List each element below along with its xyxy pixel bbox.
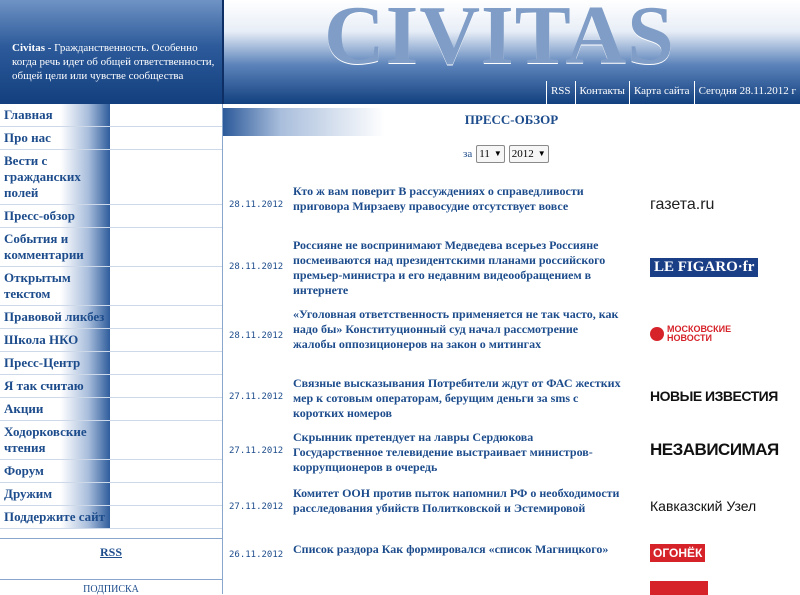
- press-item-date: 28.11.2012: [229, 200, 284, 210]
- source-logo[interactable]: [650, 581, 708, 595]
- top-link-rss[interactable]: RSS: [546, 81, 575, 104]
- sidebar-item-support[interactable]: Поддержите сайт: [0, 506, 222, 529]
- site-description: [12, 41, 217, 83]
- sidebar-divider: [222, 104, 223, 594]
- sidebar-item-civic-news[interactable]: Вести с гражданских полей: [0, 150, 222, 205]
- sidebar-item-press-review[interactable]: Пресс-обзор: [0, 205, 222, 228]
- sidebar-item-press-center[interactable]: Пресс-Центр: [0, 352, 222, 375]
- ogonek-logo[interactable]: ОГОНЁК: [650, 544, 705, 562]
- top-link-sitemap[interactable]: Карта сайта: [629, 81, 694, 104]
- press-item-link[interactable]: Список раздора Как формировался «список Магницкого»: [293, 542, 609, 556]
- sidebar-item-open-text[interactable]: Открытым текстом: [0, 267, 222, 306]
- press-item-link[interactable]: «Уголовная ответственность применяется не так часто, как надо бы» Конституционный суд начал рассмотрение жалобы оппозиционеров на закон о митингах: [293, 307, 619, 351]
- sidebar-item-home[interactable]: Главная: [0, 104, 222, 127]
- header-logo-panel: [224, 0, 800, 104]
- novye-izvestiya-logo[interactable]: НОВЫЕ ИЗВЕСТИЯ: [650, 388, 778, 404]
- gazeta-logo[interactable]: газета.ru: [650, 196, 715, 213]
- press-item-link[interactable]: Кто ж вам поверит В рассуждениях о справедливости приговора Мирзаеву правосудие отсутствует вовсе: [293, 184, 584, 213]
- site-logo[interactable]: CIVITAS: [324, 0, 675, 82]
- kavkazsky-uzel-logo[interactable]: Кавказский Узел: [650, 498, 757, 514]
- press-item-link[interactable]: Комитет ООН против пыток напомнил РФ о необходимости расследования убийств Политковской и Эстемировой: [293, 486, 620, 515]
- filter-label: за: [463, 148, 473, 160]
- press-item-date: 26.11.2012: [229, 550, 284, 560]
- sidebar-item-friends[interactable]: Дружим: [0, 483, 222, 506]
- rss-link[interactable]: RSS: [99, 545, 122, 559]
- mn-logo-mark: [650, 327, 664, 341]
- date-filter: [463, 145, 549, 163]
- sidebar-item-opinion[interactable]: Я так считаю: [0, 375, 222, 398]
- press-item-link[interactable]: Связные высказывания Потребители ждут от ФАС жестких мер к сотовым операторам, берущим деньги за sms с коротких номеров: [293, 376, 621, 420]
- press-item-date: 28.11.2012: [229, 331, 284, 341]
- header-tagline-panel: [0, 0, 222, 104]
- sidebar-rule: [0, 538, 222, 539]
- press-item-date: 28.11.2012: [229, 262, 284, 272]
- sidebar-item-ngo-school[interactable]: Школа НКО: [0, 329, 222, 352]
- chevron-down-icon: ▼: [537, 149, 546, 158]
- today-date: Сегодня 28.11.2012 г: [694, 81, 800, 104]
- sidebar-navigation: [0, 104, 222, 529]
- sidebar-item-events[interactable]: События и комментарии: [0, 228, 222, 267]
- chevron-down-icon: ▼: [493, 149, 502, 158]
- press-item-date: 27.11.2012: [229, 446, 284, 456]
- top-navigation: [546, 81, 800, 104]
- top-link-contacts[interactable]: Контакты: [575, 81, 629, 104]
- press-item-date: 27.11.2012: [229, 392, 284, 402]
- sidebar-item-about[interactable]: Про нас: [0, 127, 222, 150]
- page-title: ПРЕСС-ОБЗОР: [464, 112, 559, 127]
- nezavisimaya-logo[interactable]: НЕЗАВИСИМАЯ: [650, 440, 779, 459]
- sidebar-item-legal-education[interactable]: Правовой ликбез: [0, 306, 222, 329]
- press-item-link[interactable]: Россияне не воспринимают Медведева всерьез Россияне посмеиваются над президентскими планами российского премьер-министра и его недавним видеообращением в интернете: [293, 238, 606, 297]
- site-name: Civitas: [12, 42, 45, 54]
- sidebar-item-khodorkovsky-readings[interactable]: Ходорковские чтения: [0, 421, 222, 460]
- site-header: [0, 0, 800, 104]
- le-figaro-logo[interactable]: LE FIGARO·fr: [650, 258, 758, 277]
- sidebar-rule: [0, 579, 222, 580]
- subscribe-link[interactable]: ПОДПИСКА: [83, 584, 139, 595]
- moskovskie-novosti-logo[interactable]: МОСКОВСКИЕ НОВОСТИ: [650, 325, 727, 343]
- press-item-link[interactable]: Скрынник претендует на лавры Сердюкова Государственное телевидение выстраивает министров-коррупционеров в очередь: [293, 430, 593, 474]
- sidebar-item-forum[interactable]: Форум: [0, 460, 222, 483]
- year-select[interactable]: 2012 ▼: [509, 145, 549, 163]
- month-select[interactable]: 11 ▼: [476, 145, 505, 163]
- sidebar-item-actions[interactable]: Акции: [0, 398, 222, 421]
- press-item-date: 27.11.2012: [229, 502, 284, 512]
- site-tagline: - Гражданственность. Особенно когда речь идет об общей ответственности, общей цели или чувстве сообщества: [12, 42, 215, 82]
